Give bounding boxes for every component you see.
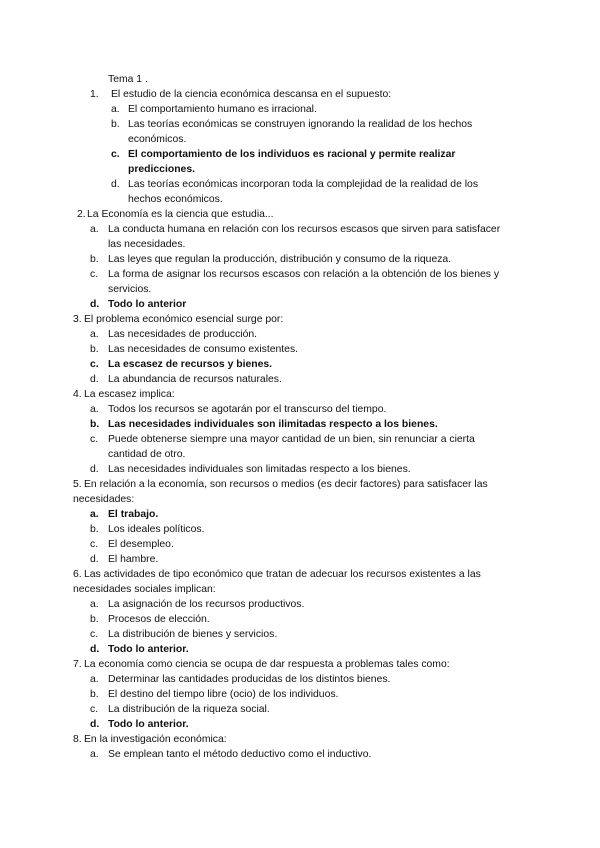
option-text: Puede obtenerse siempre una mayor cantidad de un bien, sin renunciar a cierta [108, 434, 475, 445]
option-text: Los ideales políticos. [108, 524, 205, 535]
question-number: 3. [73, 314, 82, 325]
question-stem: El estudio de la ciencia económica descansa en el supuesto: [111, 89, 392, 100]
question-number: 7. [73, 659, 82, 670]
option-letter: c. [90, 629, 99, 640]
correct-option-text: El comportamiento de los individuos es racional y permite realizar [128, 149, 456, 160]
question-stem: Las actividades de tipo económico que tratan de adecuar los recursos existentes a las [84, 569, 481, 580]
option-text: Las teorías económicas se construyen ignorando la realidad de los hechos [128, 119, 473, 130]
option-letter: a. [90, 599, 99, 610]
question-stem: La economía como ciencia se ocupa de dar respuesta a problemas tales como: [84, 659, 450, 670]
option-text: Las necesidades individuales son limitadas respecto a los bienes. [108, 464, 411, 475]
option-letter: a. [90, 674, 99, 685]
option-letter: b. [90, 614, 99, 625]
question-number: 6. [73, 569, 82, 580]
option-text: La distribución de bienes y servicios. [108, 629, 278, 640]
option-text: El destino del tiempo libre (ocio) de los individuos. [108, 689, 339, 700]
option-text: La forma de asignar los recursos escasos con relación a la obtención de los bienes y [108, 269, 500, 280]
option-letter: a. [90, 509, 99, 520]
question-stem: El problema económico esencial surge por: [84, 314, 284, 325]
correct-option-text: La escasez de recursos y bienes. [108, 359, 273, 370]
option-letter: b. [90, 419, 100, 430]
option-text: Las necesidades de consumo existentes. [108, 344, 299, 355]
option-letter: b. [90, 689, 99, 700]
option-letter: b. [90, 254, 99, 265]
option-text: Procesos de elección. [108, 614, 210, 625]
option-text: La abundancia de recursos naturales. [108, 374, 282, 385]
option-letter: b. [111, 119, 120, 130]
option-text: La conducta humana en relación con los recursos escasos que sirven para satisfacer [108, 224, 501, 235]
option-letter: a. [90, 404, 99, 415]
correct-option-text: predicciones. [128, 164, 195, 175]
correct-option-text: Las necesidades individuales son ilimitadas respecto a los bienes. [108, 419, 438, 430]
option-letter: b. [90, 344, 99, 355]
question-number: 2. [77, 209, 86, 220]
option-text: Todos los recursos se agotarán por el transcurso del tiempo. [108, 404, 387, 415]
option-text: Las leyes que regulan la producción, distribución y consumo de la riqueza. [108, 254, 452, 265]
option-letter: c. [90, 434, 99, 445]
option-letter: d. [111, 179, 120, 190]
option-letter: c. [90, 269, 99, 280]
option-letter: d. [90, 464, 99, 475]
question-number: 8. [73, 734, 82, 745]
option-text: La distribución de la riqueza social. [108, 704, 270, 715]
question-stem: La escasez implica: [84, 389, 175, 400]
option-text: hechos económicos. [128, 194, 223, 205]
question-number: 4. [73, 389, 82, 400]
question-stem: En relación a la economía, son recursos o medios (es decir factores) para satisfacer las [84, 479, 488, 490]
correct-option-text: El trabajo. [108, 509, 159, 520]
option-letter: d. [90, 554, 99, 565]
option-text: Las necesidades de producción. [108, 329, 258, 340]
question-stem: necesidades: [73, 494, 135, 505]
question-stem: La Economía es la ciencia que estudia... [87, 209, 274, 220]
option-letter: c. [90, 539, 99, 550]
option-letter: a. [90, 749, 99, 760]
option-text: Determinar las cantidades producidas de los distintos bienes. [108, 674, 391, 685]
question-stem: En la investigación económica: [84, 734, 227, 745]
option-letter: a. [90, 224, 99, 235]
correct-option-text: Todo lo anterior. [108, 719, 189, 730]
option-text: servicios. [108, 284, 152, 295]
option-letter: d. [90, 374, 99, 385]
option-letter: c. [90, 359, 99, 370]
option-text: económicos. [128, 134, 187, 145]
question-number: 1. [90, 89, 99, 100]
option-letter: d. [90, 719, 100, 730]
question-stem: necesidades sociales implican: [73, 584, 216, 595]
option-letter: d. [90, 644, 100, 655]
question-number: 5. [73, 479, 82, 490]
option-letter: d. [90, 299, 100, 310]
option-text: El desempleo. [108, 539, 174, 550]
option-text: Las teorías económicas incorporan toda la complejidad de la realidad de los [128, 179, 479, 190]
option-letter: a. [111, 104, 120, 115]
option-letter: b. [90, 524, 99, 535]
option-text: las necesidades. [108, 239, 186, 250]
correct-option-text: Todo lo anterior. [108, 644, 189, 655]
option-text: El comportamiento humano es irracional. [128, 104, 317, 115]
option-text: La asignación de los recursos productivos. [108, 599, 305, 610]
option-letter: c. [90, 704, 99, 715]
option-text: El hambre. [108, 554, 159, 565]
correct-option-text: Todo lo anterior [108, 299, 187, 310]
option-text: cantidad de otro. [108, 449, 186, 460]
page-title: Tema 1 . [108, 74, 148, 85]
option-letter: a. [90, 329, 99, 340]
option-text: Se emplean tanto el método deductivo como el inductivo. [108, 749, 372, 760]
option-letter: c. [111, 149, 120, 160]
